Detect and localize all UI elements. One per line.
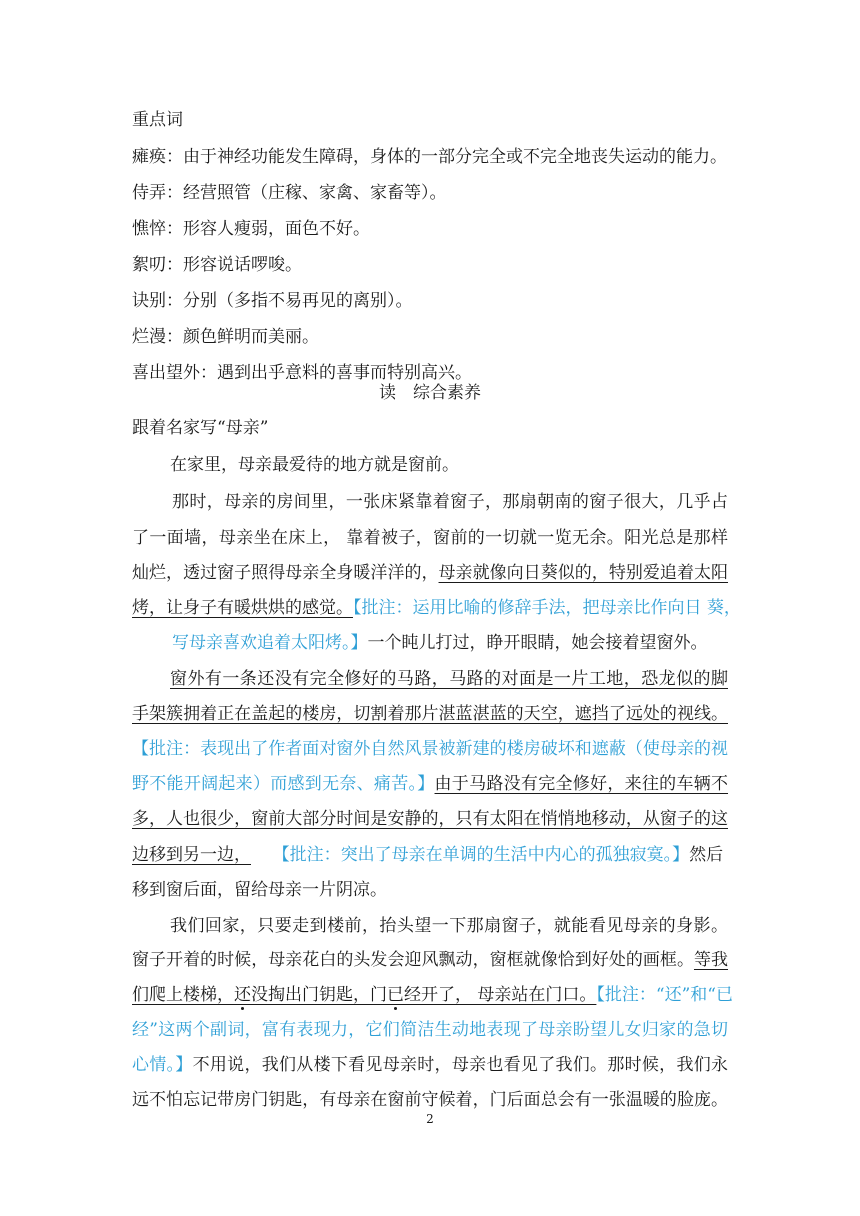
plain-text: 窗子开着的时候，母亲花白的头发会迎风飘动，窗框就像恰到好处的画框。 bbox=[132, 950, 694, 970]
vocab-term: 瘫痪 bbox=[132, 147, 166, 167]
vocab-entry: 诀别：分别（多指不易再见的离别）。 bbox=[132, 291, 413, 311]
paragraph-line bbox=[132, 1053, 728, 1077]
vocab-heading: 重点词 bbox=[132, 110, 183, 130]
underlined-sentence bbox=[132, 985, 596, 1005]
vocab-entry: 烂漫：颜色鲜明而美丽。 bbox=[132, 327, 319, 347]
paragraph-line bbox=[132, 843, 723, 867]
vocab-term: 憔悴 bbox=[132, 219, 166, 239]
annotation-note: 【批注：运用比喻的修辞手法，把母亲比作向日 葵， bbox=[353, 598, 741, 618]
paragraph-line bbox=[132, 596, 741, 620]
paragraph-line bbox=[132, 983, 733, 1007]
vocab-term: 烂漫 bbox=[132, 327, 166, 347]
paragraph-line: 那时，母亲的房间里，一张床紧靠着窗子，那扇朝南的窗子很大，几乎占 bbox=[172, 492, 728, 512]
paragraph-line: 在家里，母亲最爱待的地方就是窗前。 bbox=[170, 455, 459, 475]
paragraph-line: 远不怕忘记带房门钥匙，有母亲在窗前守候着，门后面总会有一张温暖的脸庞。 bbox=[132, 1090, 728, 1110]
plain-text: 不用说，我们从楼下看见母亲时，母亲也看见了我们。那时候，我们永 bbox=[192, 1055, 729, 1075]
vocab-entry: 憔悴：形容人瘦弱，面色不好。 bbox=[132, 219, 370, 239]
underlined-sentence: 窗外有一条还没有完全修好的马路，马路的对面是一片工地，恐龙似的脚 bbox=[170, 669, 728, 689]
underlined-fragment: 没掏出门钥匙，门 bbox=[251, 985, 387, 1005]
page-number: 2 bbox=[426, 1112, 434, 1126]
vocab-definition: 由于神经功能发生障碍，身体的一部分完全或不完全地丧失运动的能力。 bbox=[183, 147, 727, 167]
annotation-note: 经”这两个副词，富有表现力，它们简洁生动地表现了母亲盼望儿女归家的急切 bbox=[132, 1020, 728, 1040]
vocab-entry: 侍弄：经营照管（庄稼、家禽、家畜等）。 bbox=[132, 183, 447, 203]
paragraph-line: 了一面墙，母亲坐在床上， 靠着被子，窗前的一切就一览无余。阳光总是那样 bbox=[132, 528, 728, 548]
emphasis-dot-word: 已 bbox=[387, 985, 404, 1005]
underlined-sentence: 由于马路没有完全修好，来往的车辆不 bbox=[434, 774, 729, 794]
underlined-sentence: 等我 bbox=[693, 950, 729, 970]
vocab-term: 诀别 bbox=[132, 291, 166, 311]
section-title: 读 综合素养 bbox=[379, 383, 481, 403]
vocab-term: 侍弄 bbox=[132, 183, 166, 203]
annotation-note: 【批注：突出了母亲在单调的生活中内心的孤独寂寞。】 bbox=[272, 845, 690, 865]
paragraph-line: 我们回家，只要走到楼前，抬头望一下那扇窗子，就能看见母亲的身影。 bbox=[170, 916, 728, 936]
annotation-note: 写母亲喜欢追着太阳烤。】 bbox=[172, 633, 368, 653]
vocab-definition: 遇到出乎意料的喜事而特别高兴。 bbox=[217, 363, 472, 383]
annotation-note: 心情。】 bbox=[132, 1055, 193, 1075]
plain-text: 一个盹儿打过，睁开眼睛，她会接着望窗外。 bbox=[367, 633, 708, 653]
plain-text: 然后 bbox=[689, 845, 724, 865]
vocab-definition: 形容说话啰唆。 bbox=[183, 255, 302, 275]
vocab-definition: 形容人瘦弱，面色不好。 bbox=[183, 219, 370, 239]
underlined-fragment: 们爬上楼梯， bbox=[132, 985, 234, 1005]
paragraph-line bbox=[132, 948, 728, 972]
vocab-term: 喜出望外 bbox=[132, 363, 200, 383]
annotation-note: 野不能开阔起来）而感到无奈、痛苦。】 bbox=[132, 774, 435, 794]
vocab-definition: 颜色鲜明而美丽。 bbox=[183, 327, 319, 347]
underlined-sentence: 手架簇拥着正在盖起的楼房，切割着那片湛蓝湛蓝的天空，遮挡了远处的视线。 bbox=[132, 704, 728, 724]
emphasis-dot-word: 还 bbox=[234, 985, 251, 1005]
paragraph-line: 移到窗后面，留给母亲一片阴凉。 bbox=[132, 880, 387, 900]
vocab-entry: 瘫痪：由于神经功能发生障碍，身体的一部分完全或不完全地丧失运动的能力。 bbox=[132, 147, 727, 167]
underlined-sentence: 多，人也很少，窗前大部分时间是安静的，只有太阳在悄悄地移动，从窗子的这 bbox=[132, 809, 728, 829]
vocab-entry: 喜出望外：遇到出乎意料的喜事而特别高兴。 bbox=[132, 363, 472, 383]
underlined-sentence: 母亲就像向日葵似的，特别爱追着太阳 bbox=[438, 563, 729, 583]
reading-subtitle: 跟着名家写“母亲” bbox=[132, 418, 269, 438]
paragraph-line bbox=[132, 561, 728, 585]
vocab-term: 絮叨 bbox=[132, 255, 166, 275]
underlined-fragment: 经开了， 母亲站在门口。 bbox=[404, 985, 597, 1005]
underlined-sentence: 边移到另一边， bbox=[132, 845, 251, 865]
underlined-sentence: 烤，让身子有暖烘烘的感觉。 bbox=[132, 598, 353, 618]
vocab-entry: 絮叨：形容说话啰唆。 bbox=[132, 255, 302, 275]
plain-text: 灿烂，透过窗子照得母亲全身暖洋洋的， bbox=[132, 563, 439, 583]
paragraph-line bbox=[172, 631, 708, 655]
paragraph-line bbox=[132, 772, 728, 796]
annotation-note: 【批注：表现出了作者面对窗外自然风景被新建的楼房破坏和遮蔽（使母亲的视 bbox=[132, 739, 728, 759]
vocab-definition: 分别（多指不易再见的离别）。 bbox=[183, 291, 413, 311]
annotation-note: 【批注：“还”和“已 bbox=[596, 985, 733, 1005]
vocab-definition: 经营照管（庄稼、家禽、家畜等）。 bbox=[183, 183, 447, 203]
